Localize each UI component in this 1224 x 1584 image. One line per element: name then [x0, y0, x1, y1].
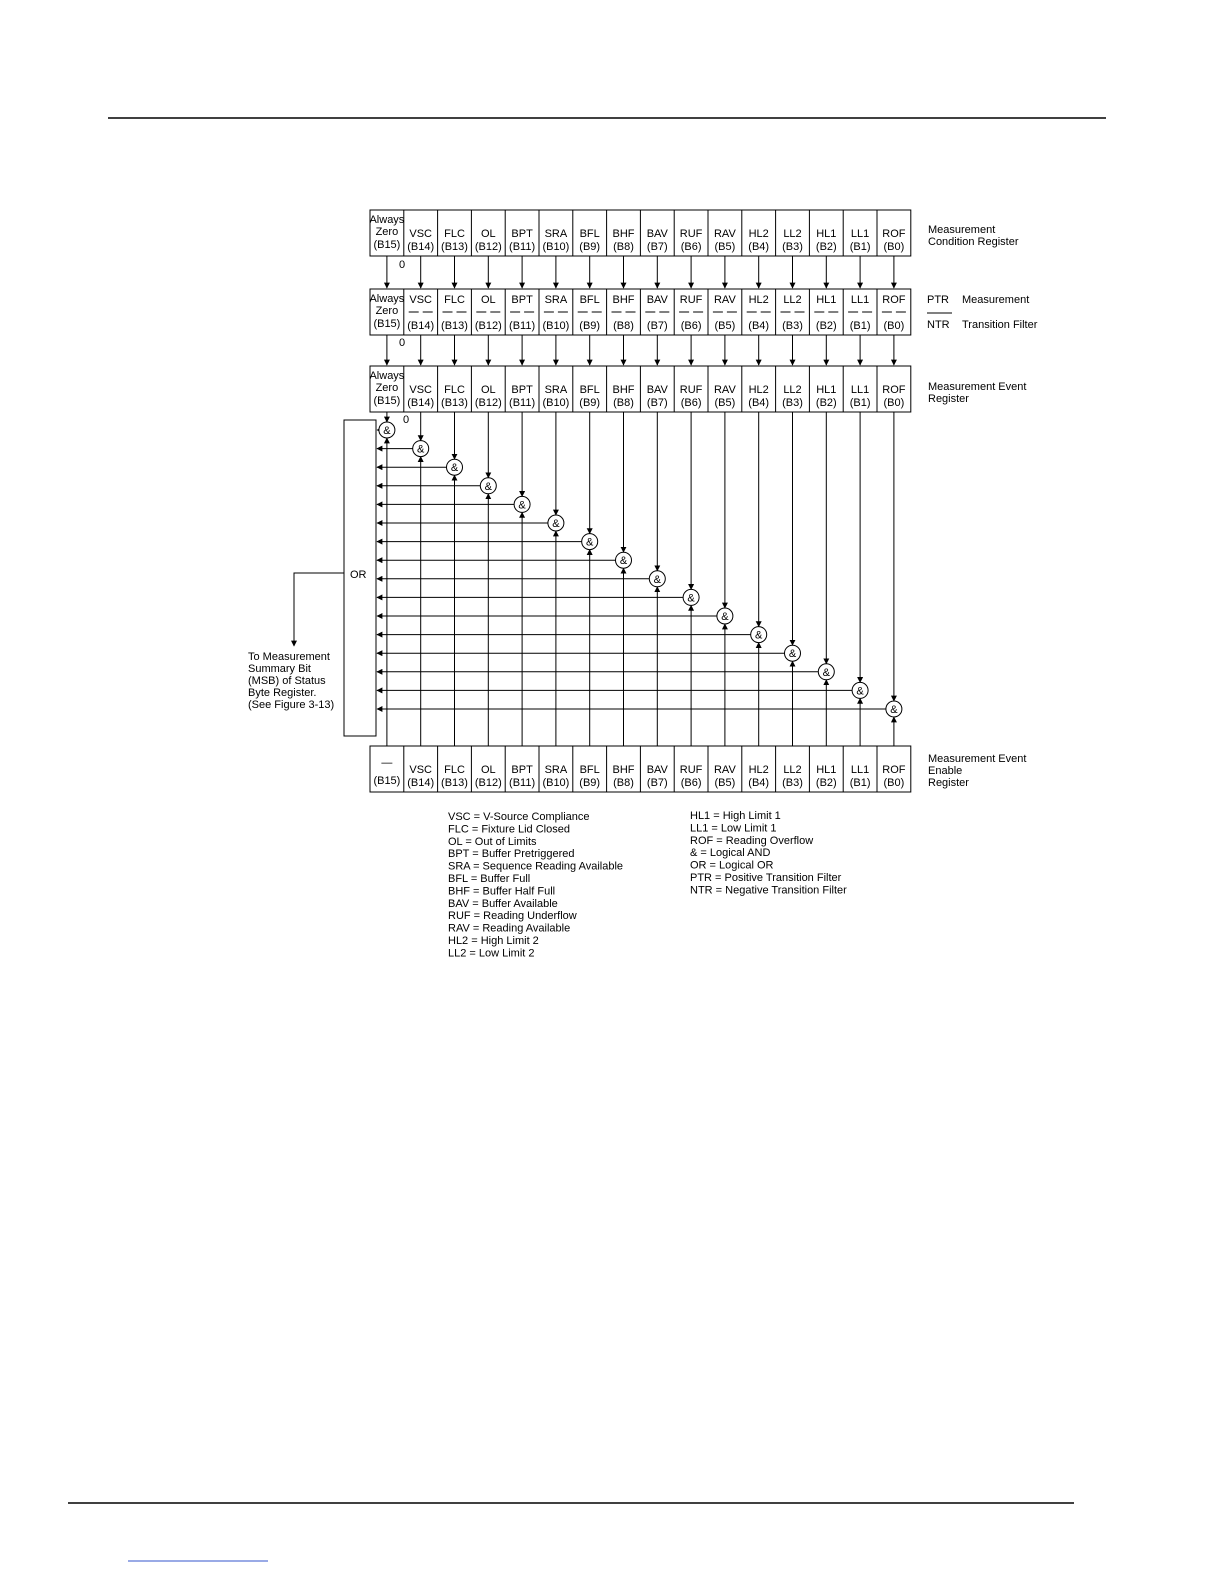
- bit-name: SRA: [544, 764, 568, 776]
- or-gate-label: OR: [350, 569, 367, 581]
- bit-name: RUF: [679, 764, 703, 776]
- bit-name: BFL: [579, 294, 600, 306]
- bit-number: (B2): [815, 777, 837, 789]
- legend-entry: RAV = Reading Available: [448, 922, 571, 935]
- bit-name: BPT: [511, 384, 533, 396]
- bit-number: (B15): [373, 239, 401, 251]
- bit-name: VSC: [409, 764, 433, 776]
- bit-number: (B13): [441, 241, 468, 253]
- bit-name: HL2: [748, 764, 769, 776]
- and-gate: [683, 589, 699, 605]
- and-gate: [413, 441, 429, 457]
- bit-name: ROF: [882, 294, 906, 306]
- bit-name: OL: [480, 228, 496, 240]
- bit-number: (B1): [849, 777, 871, 789]
- bit-number: (B0): [883, 777, 905, 789]
- bit-number: (B14): [407, 241, 435, 253]
- register-label-line: Enable: [928, 765, 963, 777]
- bit-number: (B0): [883, 320, 905, 332]
- bit-name: SRA: [544, 294, 568, 306]
- bit-name: BHF: [612, 384, 635, 396]
- bit-number: (B11): [509, 241, 536, 253]
- bit-name: LL1: [850, 228, 870, 240]
- bit-number: (B6): [680, 397, 702, 409]
- register-label-line: Transition Filter: [962, 319, 1038, 331]
- bit-name: BPT: [511, 764, 533, 776]
- bit-number: (B5): [714, 320, 736, 332]
- bit-number: (B5): [714, 777, 736, 789]
- summary-note: [248, 651, 334, 711]
- bit-number: (B13): [441, 320, 468, 332]
- bit-number: (B10): [542, 320, 570, 332]
- and-gate: [548, 515, 564, 531]
- and-gate-symbol: &: [856, 685, 864, 698]
- bit-name: BAV: [646, 384, 668, 396]
- and-gate: [717, 608, 733, 624]
- and-gate: [751, 627, 767, 643]
- bit-name: OL: [480, 764, 496, 776]
- bit-number: (B2): [815, 397, 837, 409]
- bit-name: VSC: [409, 294, 433, 306]
- bit-number: (B15): [373, 775, 401, 787]
- bit-number: (B4): [748, 397, 770, 409]
- bit-number: (B3): [782, 320, 803, 332]
- event-register-label: [928, 381, 1026, 405]
- bit-name: BHF: [612, 228, 635, 240]
- legend-entry: OR = Logical OR: [690, 859, 774, 872]
- legend-entry: & = Logical AND: [690, 847, 771, 860]
- bit-name: RAV: [713, 764, 736, 776]
- legend-entry: HL1 = High Limit 1: [690, 810, 781, 822]
- bit-name: ROF: [882, 764, 906, 776]
- bit-number: (B14): [407, 397, 435, 409]
- and-gate: [447, 459, 463, 475]
- and-gate-symbol: &: [653, 573, 661, 586]
- bit-name: BHF: [612, 294, 635, 306]
- ntr-label: NTR: [927, 319, 950, 331]
- and-gate: [514, 496, 530, 512]
- and-gate-symbol: &: [383, 425, 391, 437]
- bit-name: RUF: [679, 384, 703, 396]
- bit-number: (B11): [509, 320, 536, 332]
- bit-number: (B4): [748, 241, 770, 253]
- register-label-line: Measurement: [962, 294, 1030, 306]
- bit-number: (B5): [714, 241, 736, 253]
- bit-name-line: Zero: [375, 305, 399, 317]
- bit-name: LL1: [850, 764, 870, 776]
- and-gate-symbol: &: [450, 462, 459, 475]
- legend-right: [690, 810, 847, 896]
- ptr-label: PTR: [927, 294, 949, 306]
- legend-entry: SRA = Sequence Reading Available: [448, 860, 624, 873]
- bit-name: BFL: [579, 384, 600, 396]
- bit-number: (B12): [474, 320, 502, 332]
- bit-name: HL1: [816, 764, 837, 776]
- summary-note-line: (MSB) of Status: [248, 675, 326, 687]
- legend-entry: ROF = Reading Overflow: [690, 834, 814, 847]
- and-gate: [785, 645, 801, 661]
- and-gate-symbol: &: [417, 443, 425, 456]
- and-gates: [379, 422, 902, 717]
- bit-name: ROF: [882, 228, 906, 240]
- bit-name: HL1: [816, 228, 837, 240]
- register-label-line: Register: [928, 393, 969, 405]
- bit-name: HL1: [816, 384, 837, 396]
- bit-number: (B12): [474, 241, 502, 253]
- bit-name: OL: [480, 384, 496, 396]
- bit-name: BFL: [579, 764, 600, 776]
- and-gate-symbol: &: [484, 480, 492, 493]
- and-gate: [886, 701, 902, 717]
- legend-left: [448, 811, 623, 959]
- and-gate-symbol: &: [619, 555, 628, 568]
- bit-number: (B10): [542, 777, 570, 789]
- bit-number: (B9): [579, 320, 601, 332]
- bit-number: (B10): [542, 241, 570, 253]
- bit-name: HL2: [748, 228, 769, 240]
- and-gate-symbol: &: [788, 648, 797, 661]
- enable-register-label: [928, 753, 1026, 789]
- bit-name: RAV: [713, 228, 736, 240]
- legend-entry: BAV = Buffer Available: [448, 897, 558, 910]
- and-gate-symbol: &: [552, 518, 560, 530]
- and-gate-symbol: &: [586, 536, 594, 549]
- legend-entry: OL = Out of Limits: [448, 835, 537, 848]
- bit-name: BAV: [646, 764, 668, 776]
- bit-number: (B3): [782, 397, 803, 409]
- legend-entry: BHF = Buffer Half Full: [448, 885, 556, 898]
- bit-number: (B6): [680, 777, 702, 789]
- bit-name: BHF: [612, 764, 635, 776]
- bit-name: —: [381, 757, 393, 769]
- bit-number: (B15): [373, 318, 401, 330]
- bit-number: (B9): [579, 777, 601, 789]
- legend-entry: LL1 = Low Limit 1: [690, 822, 777, 835]
- transition-filter-label: [927, 294, 1038, 331]
- bit-name-line: Always: [369, 293, 405, 305]
- zero-marker: 0: [403, 414, 410, 426]
- bit-name: BFL: [579, 228, 600, 240]
- bit-name: BAV: [646, 228, 668, 240]
- bit-number: (B0): [883, 241, 905, 253]
- zero-marker: 0: [399, 337, 406, 349]
- and-gate: [649, 571, 665, 587]
- summary-output-line: [294, 573, 344, 646]
- bit-number: (B3): [782, 241, 803, 253]
- legend-entry: PTR = Positive Transition Filter: [690, 872, 842, 884]
- and-gate: [480, 478, 496, 494]
- bit-number: (B1): [849, 397, 871, 409]
- bit-name: ROF: [882, 384, 906, 396]
- and-gate: [616, 552, 632, 568]
- bit-number: (B8): [613, 397, 634, 409]
- bit-number: (B1): [849, 320, 871, 332]
- bit-name: LL2: [783, 228, 802, 240]
- bit-number: (B5): [714, 397, 736, 409]
- register-row-transition: [369, 289, 910, 335]
- bit-number: (B8): [613, 777, 634, 789]
- bit-name: RAV: [713, 294, 736, 306]
- bit-number: (B2): [815, 241, 837, 253]
- bit-name: HL2: [748, 294, 769, 306]
- bit-number: (B8): [613, 320, 634, 332]
- bit-name: HL2: [748, 384, 769, 396]
- register-row-condition: [369, 210, 910, 256]
- register-row-event: [369, 366, 910, 412]
- register-label-line: Measurement: [928, 224, 996, 236]
- summary-note-line: Byte Register.: [248, 687, 317, 699]
- bit-number: (B4): [748, 320, 770, 332]
- bit-name-line: Zero: [375, 226, 399, 238]
- summary-note-line: To Measurement: [248, 651, 330, 663]
- and-gate-symbol: &: [687, 592, 695, 605]
- register-label-line: Measurement Event: [928, 381, 1027, 393]
- summary-note-line: (See Figure 3-13): [248, 699, 335, 711]
- bit-name: VSC: [409, 228, 433, 240]
- and-gate-symbol: &: [890, 704, 898, 716]
- and-gate-symbol: &: [755, 629, 763, 642]
- bit-number: (B7): [646, 777, 668, 789]
- bit-name-line: Always: [369, 370, 405, 382]
- bit-name: LL2: [783, 764, 802, 776]
- legend-entry: BFL = Buffer Full: [448, 873, 531, 885]
- register-label-line: Measurement Event: [928, 753, 1027, 765]
- register-label-line: Register: [928, 777, 969, 789]
- legend-entry: BPT = Buffer Pretriggered: [448, 848, 575, 861]
- bit-name: LL2: [783, 294, 802, 306]
- bit-name: LL1: [850, 294, 870, 306]
- bit-name: VSC: [409, 384, 433, 396]
- bit-number: (B0): [883, 397, 905, 409]
- bit-name: BAV: [646, 294, 668, 306]
- legend-entry: NTR = Negative Transition Filter: [690, 884, 847, 897]
- bit-name: RUF: [679, 294, 703, 306]
- register-row-enable: [370, 746, 911, 792]
- legend-entry: FLC = Fixture Lid Closed: [448, 823, 570, 836]
- and-gate: [379, 422, 395, 438]
- bit-number: (B10): [542, 397, 570, 409]
- bit-number: (B7): [646, 241, 668, 253]
- and-gate-symbol: &: [721, 611, 729, 623]
- bit-name: SRA: [544, 228, 568, 240]
- bit-number: (B2): [815, 320, 837, 332]
- bit-name: HL1: [816, 294, 837, 306]
- bit-number: (B12): [474, 777, 502, 789]
- bit-number: (B15): [373, 395, 401, 407]
- bit-name: LL1: [850, 384, 870, 396]
- bit-name: FLC: [444, 228, 465, 240]
- and-gate: [852, 682, 868, 698]
- bit-name: BPT: [511, 228, 533, 240]
- bit-number: (B1): [849, 241, 871, 253]
- register-label-line: Condition Register: [928, 236, 1019, 248]
- bit-name: BPT: [511, 294, 533, 306]
- legend-entry: HL2 = High Limit 2: [448, 935, 539, 947]
- bit-name-line: Always: [369, 214, 405, 226]
- bit-number: (B14): [407, 320, 435, 332]
- bit-number: (B6): [680, 320, 702, 332]
- bit-name: LL2: [783, 384, 802, 396]
- bit-name: FLC: [444, 764, 465, 776]
- bit-number: (B12): [474, 397, 502, 409]
- and-gate-symbol: &: [518, 499, 526, 512]
- bit-number: (B4): [748, 777, 770, 789]
- zero-marker: 0: [399, 259, 406, 271]
- bit-name: RAV: [713, 384, 736, 396]
- bit-number: (B7): [646, 320, 668, 332]
- and-gate: [818, 664, 834, 680]
- bit-name: RUF: [679, 228, 703, 240]
- bit-number: (B9): [579, 241, 601, 253]
- bit-name: OL: [480, 294, 496, 306]
- bit-number: (B7): [646, 397, 668, 409]
- bit-number: (B11): [509, 777, 536, 789]
- bit-number: (B9): [579, 397, 601, 409]
- bit-name: FLC: [444, 384, 465, 396]
- bit-name: SRA: [544, 384, 568, 396]
- and-gate-symbol: &: [822, 666, 830, 679]
- legend-entry: VSC = V-Source Compliance: [448, 811, 590, 823]
- bit-number: (B6): [680, 241, 702, 253]
- bit-name: FLC: [444, 294, 465, 306]
- bit-number: (B11): [509, 397, 536, 409]
- bit-number: (B13): [441, 777, 468, 789]
- legend-entry: LL2 = Low Limit 2: [448, 947, 535, 960]
- register-rows: [369, 210, 910, 792]
- bit-name-line: Zero: [375, 382, 399, 394]
- legend-entry: RUF = Reading Underflow: [448, 910, 577, 923]
- summary-note-line: Summary Bit: [248, 663, 311, 675]
- condition-register-label: [928, 224, 1019, 248]
- bit-number: (B14): [407, 777, 435, 789]
- bit-number: (B8): [613, 241, 634, 253]
- bit-number: (B13): [441, 397, 468, 409]
- and-gate: [582, 534, 598, 550]
- bit-number: (B3): [782, 777, 803, 789]
